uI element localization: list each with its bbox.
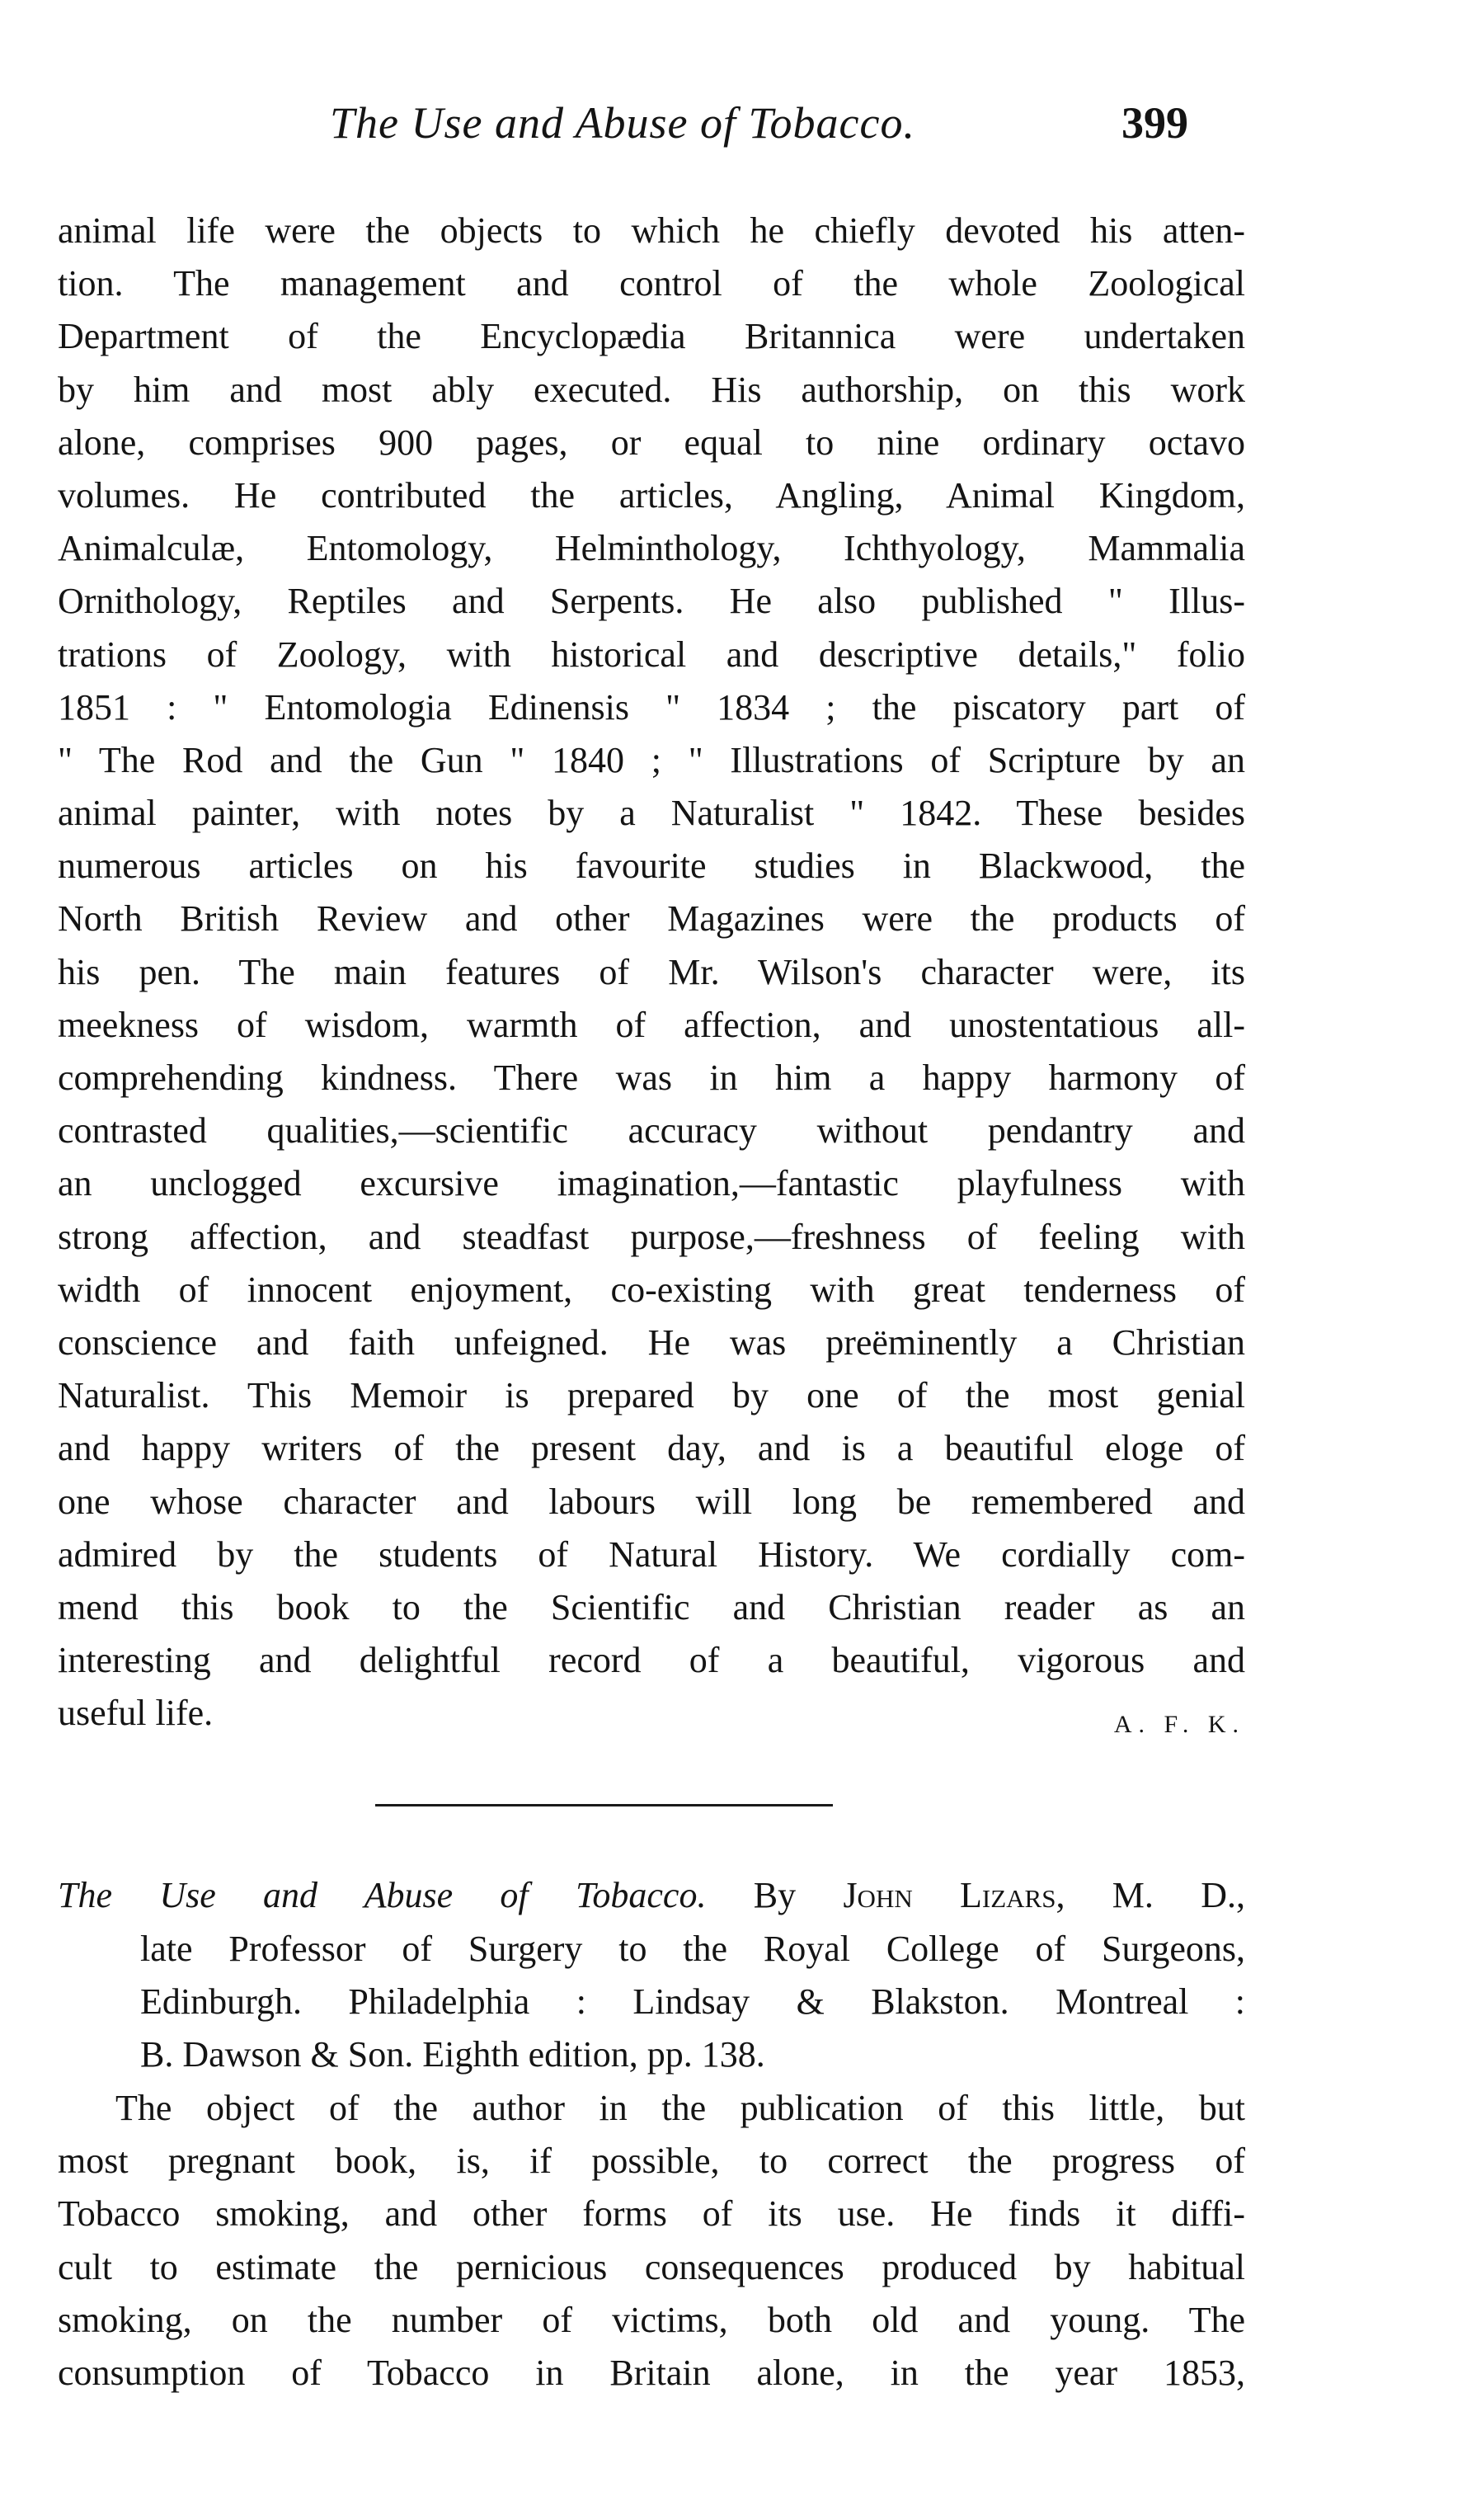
text-line: Naturalist. This Memoir is prepared by one of the most genial: [58, 1375, 1245, 1416]
text-line: his pen. The main features of Mr. Wilson's character were, its: [58, 951, 1245, 992]
text-line: one whose character and labours will long be remembered and: [58, 1481, 1245, 1522]
memoir-paragraph: [58, 205, 1245, 1740]
review-author: John Lizars, M. D.,: [843, 1875, 1245, 1915]
text-line: admired by the students of Natural History. We cordially com-: [58, 1533, 1245, 1575]
text-line: smoking, on the number of victims, both old and young. The: [58, 2299, 1245, 2340]
review-heading-line: [58, 1869, 1245, 1923]
section-divider: [375, 1804, 833, 1806]
text-line: trations of Zoology, with historical and descriptive details," folio: [58, 634, 1245, 675]
text-line: B. Dawson & Son. Eighth edition, pp. 138.: [140, 2033, 765, 2075]
review-heading: [58, 1869, 1245, 2081]
text-line: alone, comprises 900 pages, or equal to nine ordinary octavo: [58, 422, 1245, 463]
running-head: [297, 97, 1286, 163]
running-title: The Use and Abuse of Tobacco.: [330, 98, 915, 148]
text-line: conscience and faith unfeigned. He was preëminently a Christian: [58, 1321, 1245, 1363]
text-line: North British Review and other Magazines were the products of: [58, 898, 1245, 940]
text-line: interesting and delightful record of a beautiful, vigorous and: [58, 1640, 1245, 1681]
text-line: width of innocent enjoyment, co-existing with great tenderness of: [58, 1269, 1245, 1310]
text-line: Ornithology, Reptiles and Serpents. He also published " Illus-: [58, 581, 1245, 622]
page-number: 399: [1121, 98, 1188, 148]
text-line: strong affection, and steadfast purpose,—freshness of feeling with: [58, 1216, 1245, 1257]
text-line: contrasted qualities,—scientific accuracy without pendantry and: [58, 1110, 1245, 1152]
text-line: most pregnant book, is, if possible, to correct the progress of: [58, 2141, 1245, 2182]
text-line: " The Rod and the Gun " 1840 ; " Illustrations of Scripture by an: [58, 739, 1245, 780]
review-paragraph: [58, 2082, 1245, 2400]
text-line: meekness of wisdom, warmth of affection, and unostentatious all-: [58, 1004, 1245, 1045]
text-line: Edinburgh. Philadelphia : Lindsay & Blakston. Montreal :: [140, 1981, 1245, 2022]
text-line: tion. The management and control of the whole Zoological: [58, 263, 1245, 304]
text-line: The object of the author in the publication of this little, but: [115, 2088, 1245, 2128]
text-line: Department of the Encyclopædia Britannica were undertaken: [58, 316, 1245, 357]
text-line: numerous articles on his favourite studies in Blackwood, the: [58, 845, 1245, 887]
text-line: and happy writers of the present day, and is a beautiful eloge of: [58, 1428, 1245, 1469]
text-line: volumes. He contributed the articles, Angling, Animal Kingdom,: [58, 474, 1245, 516]
text-line: by him and most ably executed. His authorship, on this work: [58, 369, 1245, 410]
text-line: useful life.: [58, 1693, 214, 1734]
author-initials: A. F. K.: [1113, 1711, 1245, 1739]
text-line: Animalculæ, Entomology, Helminthology, Ichthyology, Mammalia: [58, 528, 1245, 569]
text-line: an unclogged excursive imagination,—fantastic playfulness with: [58, 1163, 1245, 1204]
review-by: By: [753, 1875, 797, 1915]
text-line: late Professor of Surgery to the Royal College of Surgeons,: [140, 1928, 1245, 1969]
text-line: comprehending kindness. There was in him a happy harmony of: [58, 1057, 1245, 1098]
text-line: animal painter, with notes by a Naturalist " 1842. These besides: [58, 793, 1245, 834]
text-line: consumption of Tobacco in Britain alone, in the year 1853,: [58, 2352, 1245, 2393]
text-line: mend this book to the Scientific and Christian reader as an: [58, 1586, 1245, 1627]
text-line: 1851 : " Entomologia Edinensis " 1834 ; the piscatory part of: [58, 686, 1245, 728]
text-line: cult to estimate the pernicious consequences produced by habitual: [58, 2246, 1245, 2287]
review-book-title: The Use and Abuse of Tobacco.: [58, 1875, 707, 1915]
text-line: Tobacco smoking, and other forms of its use. He finds it diffi-: [58, 2193, 1245, 2235]
text-line: animal life were the objects to which he chiefly devoted his atten-: [58, 210, 1245, 251]
